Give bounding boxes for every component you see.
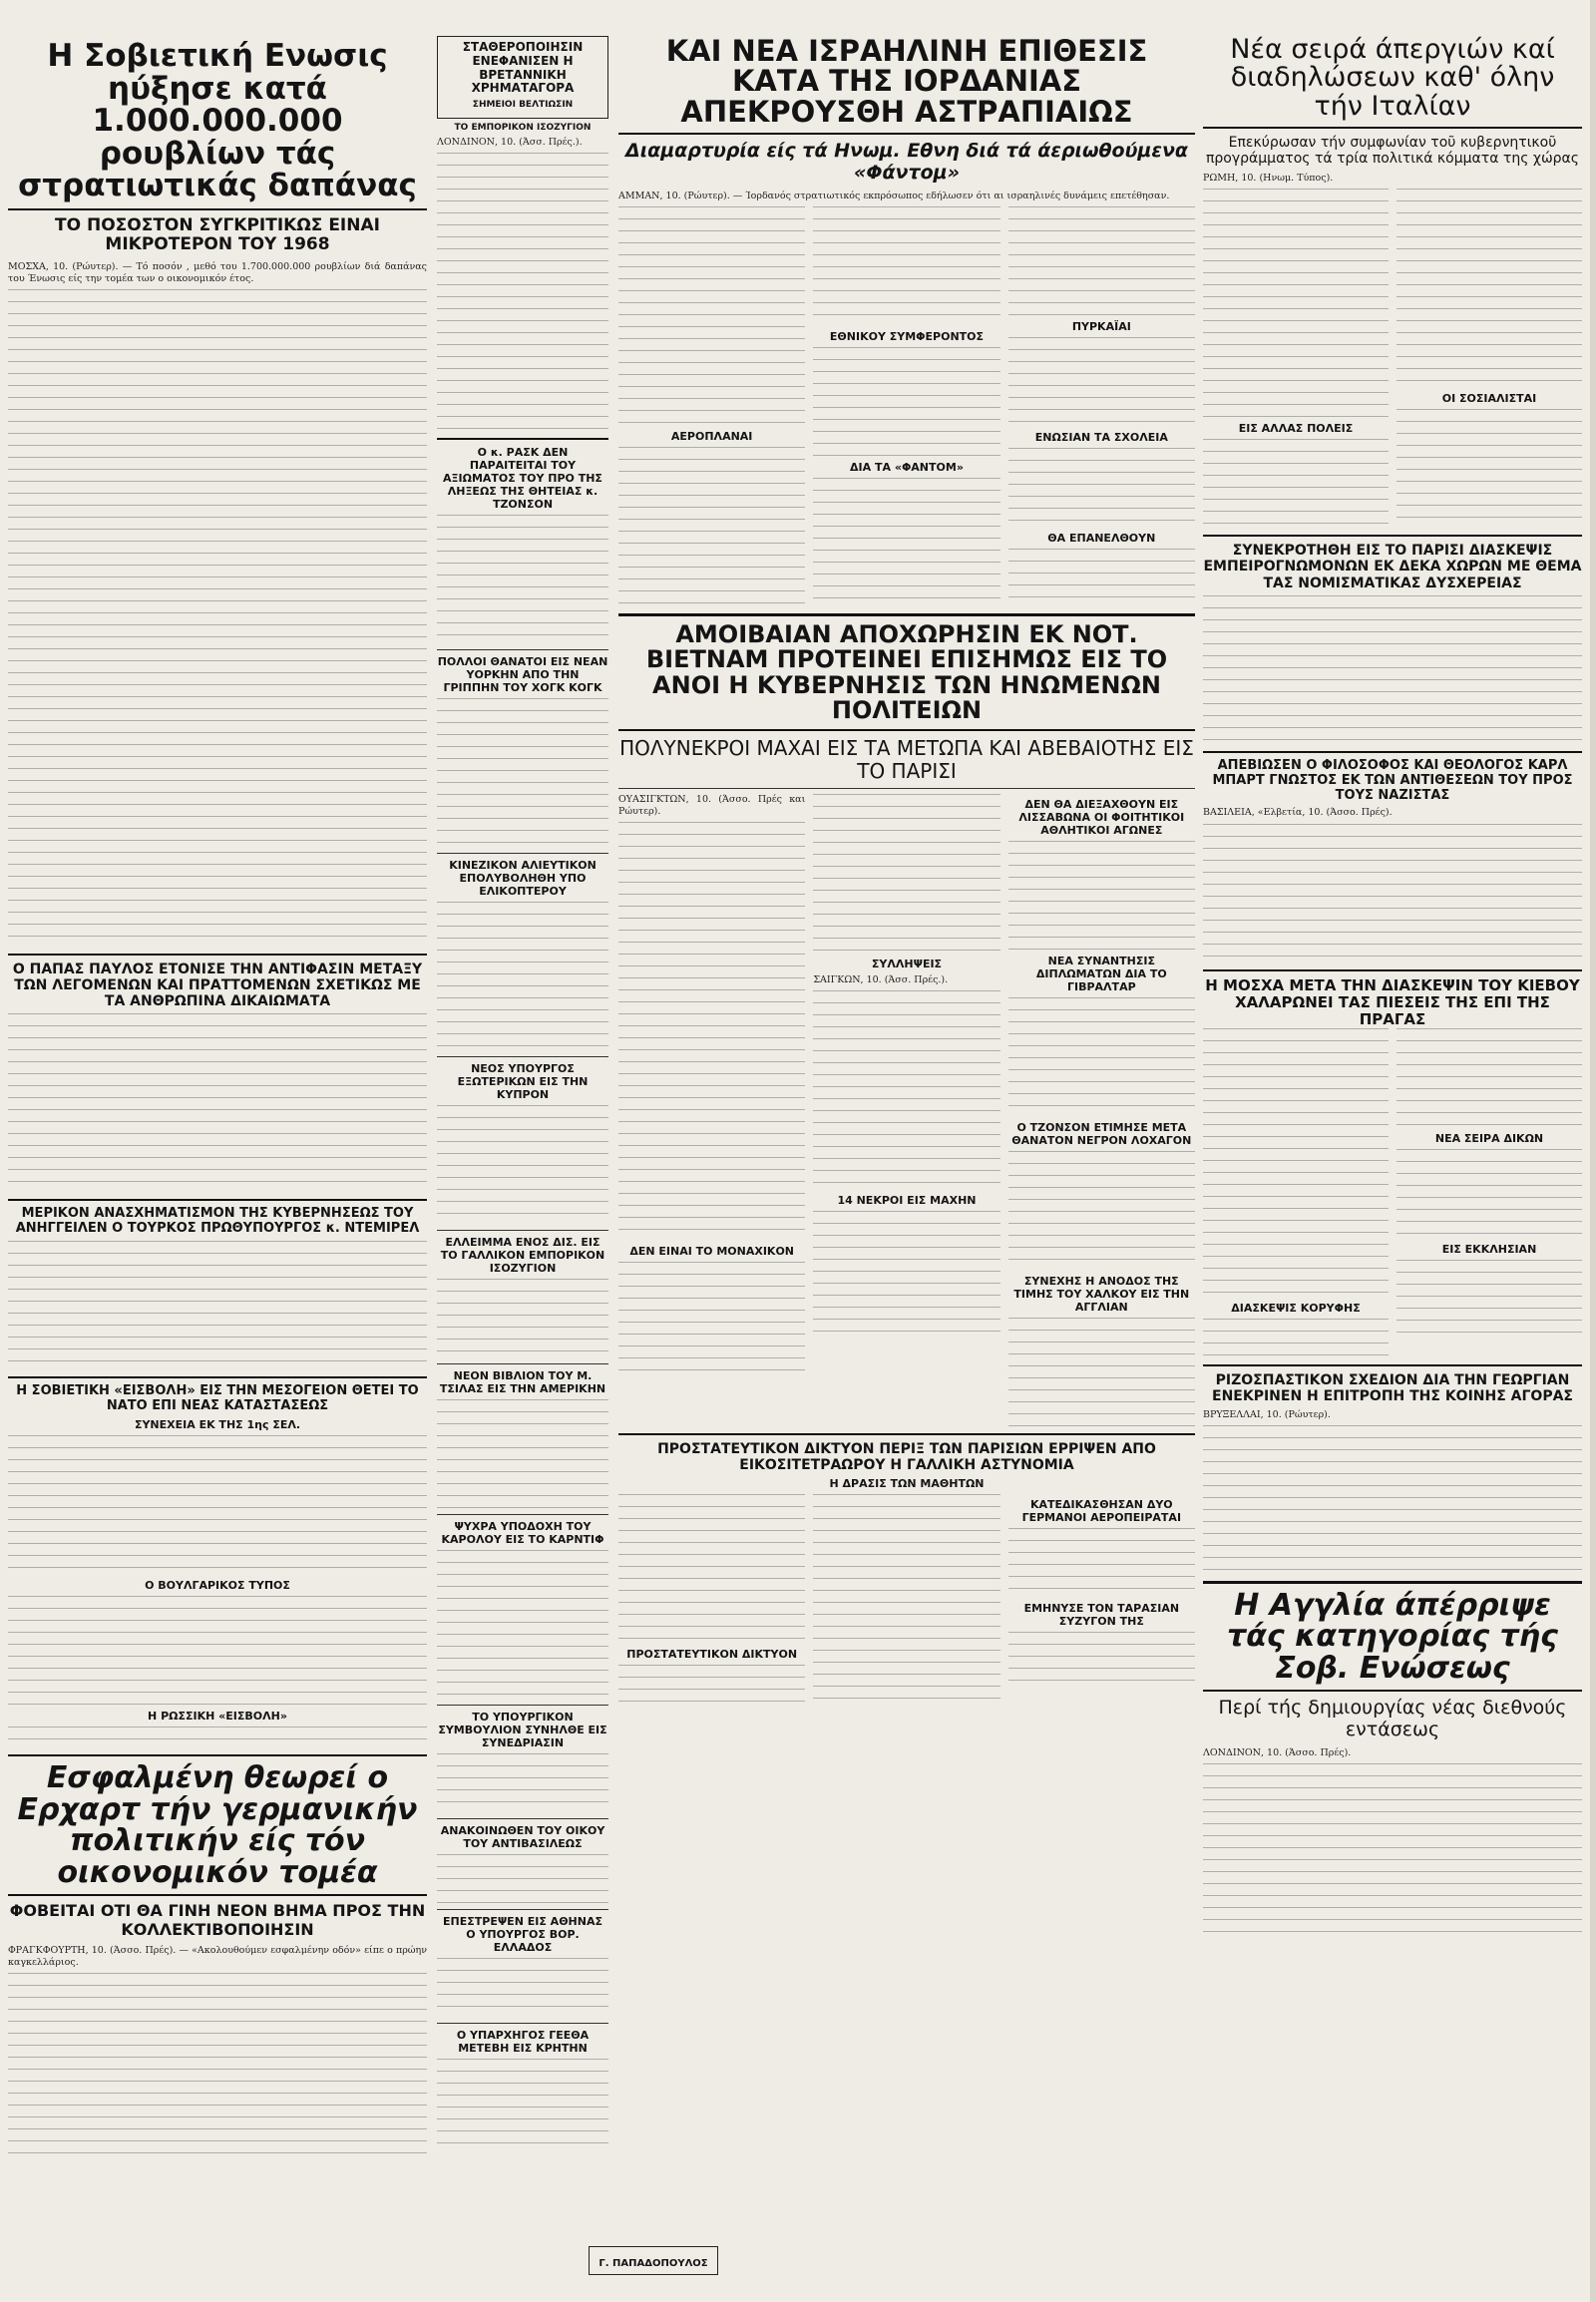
article-body-text <box>1203 595 1582 745</box>
brussels-dateline: ΒΡΥΞΕΛΛΑΙ, 10. (Ρώυτερ). <box>1203 1408 1331 1420</box>
new-trials-label: ΝΕΑ ΣΕΙΡΑ ΔΙΚΩΝ <box>1434 1132 1544 1146</box>
announce-head: ΑΝΑΚΟΙΝΩΘΕΝ ΤΟΥ ΟΙΚΟΥ ΤΟΥ ΑΝΤΙΒΑΣΙΛΕΩΣ <box>440 1824 605 1851</box>
divider <box>8 1199 427 1201</box>
col1-article4-head: Η ΣΟΒΙΕΤΙΚΗ «ΕΙΣΒΟΛΗ» ΕΙΣ ΤΗΝ ΜΕΣΟΓΕΙΟΝ ΘΕΤΕΙ ΤΟ ΝΑΤΟ ΕΠΙ ΝΕΑΣ ΚΑΤΑΣΤΑΣΕΩΣ <box>16 1383 419 1414</box>
article-body-text <box>1008 841 1195 951</box>
net-label: ΠΡΟΣΤΑΤΕΥΤΙΚΟΝ ΔΙΚΤΥΟΝ <box>626 1648 798 1662</box>
page-edge-strip <box>1590 0 1596 2302</box>
article-body-text <box>1396 1028 1582 1128</box>
col1-lead-text: ΜΟΣΧΑ, 10. (Ρώυτερ). — Τό ποσόν , μεθό του 1.700.000.000 ρουβλίων διά δαπάνας του Ένωσις είς την τομέα των ο οικονομικόν έτος. <box>8 260 427 284</box>
signature: Γ. ΠΑΠΑΔΟΠΟΥΛΟΣ <box>598 2258 708 2269</box>
article-body-text <box>1008 1632 1195 1692</box>
article-body-text <box>437 1279 608 1358</box>
bulgarian-press-label: Ο ΒΟΥΛΓΑΡΙΚΟΣ ΤΥΠΟΣ <box>145 1579 290 1593</box>
italy-headline: Νέα σειρά άπεργιών καί διαδηλώσεων καθ' όλην τήν Ιταλίαν <box>1230 34 1555 122</box>
vietnam-col-b <box>813 794 999 1427</box>
erhard-headline: Εσφαλμένη θεωρεί ο Ερχαρτ τήν γερμανικήν πολιτικήν είς τόν οικονομικόν τομέα <box>17 1760 418 1890</box>
vietnam-dateline: ΟΥΑΣΙΓΚΤΩΝ, 10. (Άσσο. Πρές και Ρώυτερ). <box>618 793 806 818</box>
vietnam-subhead: ΠΟΛΥΝΕΚΡΟΙ ΜΑΧΑΙ ΕΙΣ ΤΑ ΜΕΤΩΠΑ ΚΑΙ ΑΒΕΒΑΙΟΤΗΣ ΕΙΣ ΤΟ ΠΑΡΙΣΙ <box>619 735 1194 783</box>
article-body-text <box>1008 549 1195 598</box>
divider <box>618 788 1195 789</box>
arrests-label: ΣΥΛΛΗΨΕΙΣ <box>871 957 943 970</box>
article-body-text <box>1203 1028 1389 1298</box>
divider <box>437 1909 608 1910</box>
return-label: ΘΑ ΕΠΑΝΕΛΘΟΥΝ <box>1047 532 1156 546</box>
spouse-head: ΕΜΗΝΥΣΕ ΤΟΝ ΤΑΡΑΣΙΑΝ ΣΥΖΥΓΟΝ ΤΗΣ <box>1023 1602 1180 1629</box>
article-body-text <box>1008 1318 1195 1427</box>
article-body-text <box>8 1435 427 1575</box>
article-body-text <box>437 1105 608 1225</box>
article-body-text <box>1008 997 1195 1117</box>
london-dateline: ΛΟΝΔΙΝΟΝ, 10. (Άσσ. Πρές.). <box>437 137 583 149</box>
saigon-dateline: ΣΑΙΓΚΩΝ, 10. (Άσσ. Πρές.). <box>813 973 949 985</box>
article-body-text <box>813 990 999 1190</box>
police-col-b <box>813 1494 999 1709</box>
article-body-text <box>437 515 608 644</box>
divider <box>1203 1581 1582 1584</box>
continued-label: ΣΥΝΕΧΕΙΑ ΕΚ ΤΗΣ 1ης ΣΕΛ. <box>134 1418 301 1432</box>
article-body-text <box>813 1494 999 1709</box>
basel-dateline: ΒΑΣΙΛΕΙΑ, «Ελβετία, 10. (Άσσο. Πρές). <box>1203 807 1393 819</box>
article-body-text <box>1203 439 1389 529</box>
col1-article2-head: Ο ΠΑΠΑΣ ΠΑΥΛΟΣ ΕΤΟΝΙΣΕ ΤΗΝ ΑΝΤΙΦΑΣΙΝ ΜΕΤΑΞΥ ΤΩΝ ΛΕΓΟΜΕΝΩΝ ΚΑΙ ΠΡΑΤΤΟΜΕΝΩΝ ΣΧΕΤΙΚΩΣ ΜΕ ΤΑ ΑΝΘΡΩΠΙΝΑ ΔΙΚΑΙΩΜΑΤΑ <box>12 961 423 1010</box>
article-body-text <box>618 1262 805 1381</box>
vietnam-columns <box>618 794 1195 1427</box>
divider <box>8 1754 427 1756</box>
article-body-text <box>618 1494 805 1644</box>
article-body-text <box>618 1665 805 1705</box>
article-body-text <box>8 289 427 948</box>
aircraft-label: ΑΕΡΟΠΛΑΝΑΙ <box>670 430 753 444</box>
crete-head: Ο ΥΠΑΡΧΗΓΟΣ ΓΕΕΘΑ ΜΕΤΕΒΗ ΕΙΣ ΚΡΗΤΗΝ <box>456 2029 590 2056</box>
divider <box>8 1894 427 1896</box>
article-body-text <box>1396 1149 1582 1239</box>
national-label: ΕΘΝΙΚΟΥ ΣΥΜΦΕΡΟΝΤΟΣ <box>829 330 985 344</box>
phantom-label: ΔΙΑ ΤΑ «ΦΑΝΤΟΜ» <box>850 461 964 475</box>
divider <box>437 1230 608 1231</box>
italy-col-b <box>1396 189 1582 529</box>
divider <box>618 1433 1195 1435</box>
israel-col-b <box>813 206 999 607</box>
article-body-text <box>618 822 805 1241</box>
divider <box>1203 127 1582 129</box>
italy-col-a <box>1203 189 1389 529</box>
deaths-head: ΠΟΛΛΟΙ ΘΑΝΑΤΟΙ ΕΙΣ ΝΕΑΝ ΥΟΡΚΗΝ ΑΠΟ ΤΗΝ ΓΡΙΠΠΗΝ ΤΟΥ ΧΟΓΚ ΚΟΓΚ <box>437 655 608 695</box>
article-body-text <box>437 1753 608 1813</box>
article-body-text <box>437 1958 608 2018</box>
vietnam-col-a <box>618 794 805 1427</box>
col1-article3-head: ΜΕΡΙΚΟΝ ΑΝΑΣΧΗΜΑΤΙΣΜΟΝ ΤΗΣ ΚΥΒΕΡΝΗΣΕΩΣ ΤΟΥ ΑΝΗΓΓΕΙΛΕΝ Ο ΤΟΥΡΚΟΣ ΠΡΩΘΥΠΟΥΡΓΟΣ κ. ΝΤΕΜΙΡΕΛ <box>15 1206 420 1237</box>
johnson-head: Ο ΤΖΟΝΣΟΝ ΕΤΙΜΗΣΕ ΜΕΤΑ ΘΑΝΑΤΟΝ ΝΕΓΡΟΝ ΛΟΧΑΓΟΝ <box>1011 1120 1192 1147</box>
return-head: ΕΠΕΣΤΡΕΨΕΝ ΕΙΣ ΑΘΗΝΑΣ Ο ΥΠΟΥΡΓΟΣ ΒΟΡ. ΕΛΛΑΔΟΣ <box>443 1915 602 1955</box>
moscow-columns <box>1203 1028 1582 1358</box>
monk-label: ΔΕΝ ΕΙΝΑΙ ΤΟ ΜΟΝΑΧΙΚΟΝ <box>629 1245 794 1259</box>
article-body-text <box>8 1726 427 1748</box>
council-head: ΤΟ ΥΠΟΥΡΓΙΚΟΝ ΣΥΜΒΟΥΛΙΟΝ ΣΥΝΗΛΘΕ ΕΙΣ ΣΥΝΕΔΡΙΑΣΙΝ <box>438 1711 607 1750</box>
col1-headline: Η Σοβιετική Ενωσις ηύξησε κατά 1.000.000.000 ρουβλίων τάς στρατιωτικάς δαπάνας <box>18 38 417 204</box>
divider <box>437 1705 608 1706</box>
article-body-text <box>1008 1528 1195 1598</box>
divider <box>1203 535 1582 537</box>
hijackers-head: ΚΑΤΕΔΙΚΑΣΘΗΣΑΝ ΔΥΟ ΓΕΡΜΑΝΟΙ ΑΕΡΟΠΕΙΡΑΤΑΙ <box>1021 1498 1182 1525</box>
gibraltar-head: ΝΕΑ ΣΥΝΑΝΤΗΣΙΣ ΔΙΠΛΩΜΑΤΩΝ ΔΙΑ ΤΟ ΓΙΒΡΑΛΤΑΡ <box>1035 954 1167 993</box>
article-body-text <box>8 1241 427 1370</box>
uk-subhead: Περί τής δημιουργίας νέας διεθνούς εντάσεως <box>1218 1697 1567 1741</box>
article-body-text <box>1008 1151 1195 1271</box>
divider <box>437 2023 608 2024</box>
article-body-text <box>813 347 999 457</box>
israel-headline: ΚΑΙ ΝΕΑ ΙΣΡΑΗΛΙΝΗ ΕΠΙΘΕΣΙΣ ΚΑΤΑ ΤΗΣ ΙΟΡΔΑΝΙΑΣ ΑΠΕΚΡΟΥΣΘΗ ΑΣΤΡΑΠΙΑΙΩΣ <box>665 34 1148 129</box>
divider <box>437 1514 608 1515</box>
column-4 <box>1203 0 1582 1933</box>
divider <box>8 1376 427 1378</box>
article-body-text <box>813 478 999 607</box>
barth-head: ΑΠΕΒΙΩΣΕΝ Ο ΦΙΛΟΣΟΦΟΣ ΚΑΙ ΘΕΟΛΟΓΟΣ ΚΑΡΛ ΜΠΑΡΤ ΓΝΩΣΤΟΣ ΕΚ ΤΩΝ ΑΝΤΙΘΕΣΕΩΝ ΤΟΥ ΠΡΟΣ ΤΟΥΣ ΝΑΖΙΣΤΑΣ <box>1212 757 1573 803</box>
police-col-a <box>618 1494 805 1709</box>
russian-label: Η ΡΩΣΣΙΚΗ «ΕΙΣΒΟΛΗ» <box>148 1710 287 1724</box>
moscow-head: Η ΜΟΣΧΑ ΜΕΤΑ ΤΗΝ ΔΙΑΣΚΕΨΙΝ ΤΟΥ ΚΙΕΒΟΥ ΧΑΛΑΡΩΝΕΙ ΤΑΣ ΠΙΕΣΕΙΣ ΤΗΣ ΕΠΙ ΤΗΣ ΠΡΑΓΑΣ <box>1205 975 1580 1029</box>
police-head: ΠΡΟΣΤΑΤΕΥΤΙΚΟΝ ΔΙΚΤΥΟΝ ΠΕΡΙΞ ΤΩΝ ΠΑΡΙΣΙΩΝ ΕΡΡΙΨΕΝ ΑΠΟ ΕΙΚΟΣΙΤΕΤΡΑΩΡΟΥ Η ΓΑΛΛΙΚΗ ΑΣΤΥΝΟΜΙΑ <box>657 1440 1156 1473</box>
article-body-text <box>1008 206 1195 316</box>
israel-subhead: Διαμαρτυρία είς τά Ηνωμ. Εθνη διά τά άεριωθούμενα «Φάντομ» <box>625 140 1188 185</box>
article-body-text <box>618 206 805 426</box>
divider <box>8 208 427 210</box>
article-body-text <box>1396 189 1582 388</box>
divider <box>437 1818 608 1819</box>
book-head: ΝΕΟΝ ΒΙΒΛΙΟΝ ΤΟΥ Μ. ΤΣΙΛΑΣ ΕΙΣ ΤΗΝ ΑΜΕΡΙΚΗΝ <box>439 1369 606 1396</box>
erhard-dateline: ΦΡΑΓΚΦΟΥΡΤΗ, 10. (Άσσο. Πρές). — «Ακολουθούμεν εσφαλμένην οδόν» είπε ο πρώην καγκελλάριος. <box>8 1944 427 1969</box>
moscow-col-b <box>1396 1028 1582 1358</box>
article-body-text <box>1203 1763 1582 1933</box>
elsewhere-label: ΕΙΣ ΑΛΛΑΣ ΠΟΛΕΙΣ <box>1238 422 1354 436</box>
italy-columns <box>1203 189 1582 529</box>
rusk-head: Ο κ. ΡΑΣΚ ΔΕΝ ΠΑΡΑΙΤΕΙΤΑΙ ΤΟΥ ΑΞΙΩΜΑΤΟΣ ΤΟΥ ΠΡΟ ΤΗΣ ΛΗΞΕΩΣ ΤΗΣ ΘΗΤΕΙΑΣ κ. ΤΖΟΝΣΟΝ <box>443 446 602 512</box>
church-label: ΕΙΣ ΕΚΚΛΗΣΙΑΝ <box>1441 1243 1537 1257</box>
britain-head: ΣΤΑΘΕΡΟΠΟΙΗΣΙΝ ΕΝΕΦΑΝΙΣΕΝ Η ΒΡΕΤΑΝΝΙΚΗ ΧΡΗΜΑΤΑΓΟΡΑ <box>462 40 584 96</box>
carp-head: ΨΥΧΡΑ ΥΠΟΔΟΧΗ ΤΟΥ ΚΑΡΟΛΟΥ ΕΙΣ ΤΟ ΚΑΡΝΤΙΦ <box>441 1520 604 1547</box>
col1-subhead: ΤΟ ΠΟΣΟΣΤΟΝ ΣΥΓΚΡΙΤΙΚΩΣ ΕΙΝΑΙ ΜΙΚΡΟΤΕΡΟΝ ΤΟΥ 1968 <box>55 214 380 255</box>
divider <box>618 613 1195 616</box>
police-sub: Η ΔΡΑΣΙΣ ΤΩΝ ΜΑΘΗΤΩΝ <box>829 1477 985 1491</box>
article-body-text <box>437 153 608 432</box>
police-columns <box>618 1494 1195 1709</box>
article-body-text <box>437 698 608 848</box>
divider <box>1203 1690 1582 1692</box>
trade-balance-label: ΤΟ ΕΜΠΟΡΙΚΟΝ ΙΣΟΖΥΓΙΟΝ <box>454 123 592 134</box>
moscow-col-a <box>1203 1028 1389 1358</box>
israel-col-c <box>1008 206 1195 607</box>
vietnam-col-c <box>1008 794 1195 1427</box>
divider <box>437 1363 608 1364</box>
article-body-text <box>8 1973 427 2162</box>
cyprus-head: ΝΕΟΣ ΥΠΟΥΡΓΟΣ ΕΞΩΤΕΡΙΚΩΝ ΕΙΣ ΤΗΝ ΚΥΠΡΟΝ <box>457 1062 589 1102</box>
police-col-c <box>1008 1494 1195 1709</box>
article-body-text <box>1396 409 1582 529</box>
article-body-text <box>8 1013 427 1193</box>
article-body-text <box>437 1399 608 1509</box>
article-body-text <box>813 794 999 954</box>
deficit-head: ΕΛΛΕΙΜΜΑ ΕΝΟΣ ΔΙΣ. ΕΙΣ ΤΟ ΓΑΛΛΙΚΟΝ ΕΜΠΟΡΙΚΟΝ ΙΣΟΖΥΓΙΟΝ <box>440 1236 605 1276</box>
divider <box>1203 969 1582 971</box>
rome-dateline: ΡΩΜΗ, 10. (Ηνωμ. Τύπος). <box>1203 173 1334 185</box>
uk-headline: Η Αγγλία άπέρριψε τάς κατηγορίας τής Σοβ. Ενώσεως <box>1227 1587 1558 1686</box>
article-body-text <box>813 1211 999 1341</box>
chinese-head: ΚΙΝΕΖΙΚΟΝ ΑΛΙΕΥΤΙΚΟΝ ΕΠΟΛΥΒΟΛΗΘΗ ΥΠΟ ΕΛΙΚΟΠΤΕΡΟΥ <box>449 859 597 899</box>
signature-box <box>589 2246 718 2275</box>
students-head: ΔΕΝ ΘΑ ΔΙΕΞΑΧΘΟΥΝ ΕΙΣ ΛΙΣΣΑΒΩΝΑ ΟΙ ΦΟΙΤΗΤΙΚΟΙ ΑΘΛΗΤΙΚΟΙ ΑΓΩΝΕΣ <box>1018 797 1185 837</box>
israel-lead: ΑΜΜΑΝ, 10. (Ρώυτερ). — Ίορδανός στρατιωτικός εκπρόσωπος εδήλωσεν ότι αι ισραηλινές δυνάμεις επετέθησαν. <box>618 191 1170 201</box>
column-1 <box>8 0 427 2162</box>
divider <box>1203 1364 1582 1366</box>
article-body-text <box>618 447 805 606</box>
divider <box>437 438 608 440</box>
article-body-text <box>437 1854 608 1904</box>
article-body-text <box>437 902 608 1051</box>
britain-box <box>437 36 608 119</box>
israel-col-a <box>618 206 805 607</box>
divider <box>618 729 1195 731</box>
socialists-label: ΟΙ ΣΟΣΙΑΛΙΣΤΑΙ <box>1441 392 1537 406</box>
italy-subhead: Επεκύρωσαν τήν συμφωνίαν τοῦ κυβερνητικοῦ προγράμματος τά τρία πολιτικά κόμματα της χώρας <box>1205 135 1579 168</box>
copper-head: ΣΥΝΕΧΗΣ Η ΑΝΟΔΟΣ ΤΗΣ ΤΙΜΗΣ ΤΟΥ ΧΑΛΚΟΥ ΕΙΣ ΤΗΝ ΑΓΓΛΙΑΝ <box>1013 1274 1190 1314</box>
paris-conference-head: ΣΥΝΕΚΡΟΤΗΘΗ ΕΙΣ ΤΟ ΠΑΡΙΣΙ ΔΙΑΣΚΕΨΙΣ ΕΜΠΕΙΡΟΓΝΩΜΟΝΩΝ ΕΚ ΔΕΚΑ ΧΩΡΩΝ ΜΕ ΘΕΜΑ ΤΑΣ ΝΟΜΙΣΜΑΤΙΚΑΣ ΔΥΣΧΕΡΕΙΑΣ <box>1203 543 1582 591</box>
divider <box>437 1056 608 1057</box>
battle-label: 14 ΝΕΚΡΟΙ ΕΙΣ ΜΑΧΗΝ <box>837 1194 977 1208</box>
article-body-text <box>437 2059 608 2148</box>
erhard-subhead: ΦΟΒΕΙΤΑΙ ΟΤΙ ΘΑ ΓΙΝΗ ΝΕΟΝ ΒΗΜΑ ΠΡΟΣ ΤΗΝ ΚΟΛΛΕΚΤΙΒΟΠΟΙΗΣΙΝ <box>9 1901 426 1939</box>
article-body-text <box>8 1596 427 1706</box>
schools-label: ΕΝΩΣΙΑΝ ΤΑ ΣΧΟΛΕΙΑ <box>1034 431 1168 445</box>
vietnam-headline: ΑΜΟΙΒΑΙΑΝ ΑΠΟΧΩΡΗΣΙΝ ΕΚ ΝΟΤ. ΒΙΕΤΝΑΜ ΠΡΟΤΕΙΝΕΙ ΕΠΙΣΗΜΩΣ ΕΙΣ ΤΟ ΑΝΟΙ Η ΚΥΒΕΡΝΗΣΙΣ ΤΩΝ ΗΝΩΜΕΝΩΝ ΠΟΛΙΤΕΙΩΝ <box>645 620 1168 724</box>
uk-dateline: ΛΟΝΔΙΝΟΝ, 10. (Άσσο. Πρές). <box>1203 1746 1352 1758</box>
article-body-text <box>437 1550 608 1700</box>
korea-label: ΔΙΑΣΚΕΨΙΣ ΚΟΡΥΦΗΣ <box>1231 1302 1361 1316</box>
divider <box>8 954 427 956</box>
article-body-text <box>1203 1425 1582 1575</box>
divider <box>437 853 608 854</box>
article-body-text <box>1203 189 1389 418</box>
article-body-text <box>1008 337 1195 427</box>
article-body-text <box>1396 1260 1582 1340</box>
column-3 <box>618 0 1195 1709</box>
divider <box>1203 751 1582 753</box>
agriculture-head: ΡΙΖΟΣΠΑΣΤΙΚΟΝ ΣΧΕΔΙΟΝ ΔΙΑ ΤΗΝ ΓΕΩΡΓΙΑΝ ΕΝΕΚΡΙΝΕΝ Η ΕΠΙΤΡΟΠΗ ΤΗΣ ΚΟΙΝΗΣ ΑΓΟΡΑΣ <box>1212 1372 1573 1405</box>
fire-label: ΠΥΡΚΑΪΑΙ <box>1071 320 1131 334</box>
article-body-text <box>1203 824 1582 963</box>
divider <box>437 649 608 650</box>
britain-sub: ΣΗΜΕΙΟΙ ΒΕΛΤΙΩΣΙΝ <box>472 100 574 111</box>
article-body-text <box>1008 448 1195 528</box>
israel-columns <box>618 206 1195 607</box>
article-body-text <box>1203 1319 1389 1358</box>
divider <box>618 133 1195 135</box>
column-2 <box>437 0 608 2148</box>
article-body-text <box>813 206 999 326</box>
